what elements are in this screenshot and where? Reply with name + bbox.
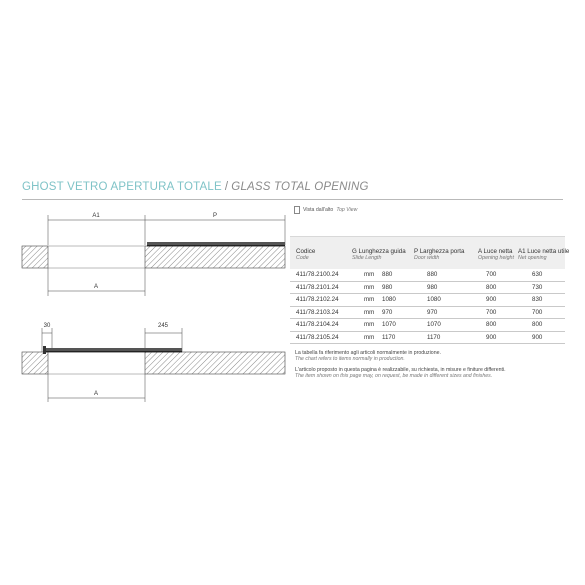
cell-opening-height: 700 (486, 308, 497, 316)
cell-slide-length: 1080 (382, 296, 396, 303)
cell-door-width: 1170 (427, 333, 441, 341)
cell-slide-length: 880 (382, 271, 393, 278)
cell-door-width: 980 (427, 283, 438, 291)
table-row (290, 294, 565, 307)
glass-door-open (44, 348, 182, 351)
cell-door-width: 1080 (427, 296, 441, 303)
cell-opening-height: 700 (486, 271, 497, 278)
note-1-english: The chart refers to items normally in production. (295, 356, 405, 363)
title-italian: GHOST VETRO APERTURA TOTALE (22, 181, 222, 193)
cell-net-opening: 830 (532, 296, 543, 303)
table-row (290, 282, 565, 295)
cell-code: 411/78.2103.24 (296, 308, 339, 316)
cell-door-width: 880 (427, 271, 438, 278)
cell-door-width: 970 (427, 308, 438, 316)
wall-right-2 (145, 352, 285, 374)
cell-opening-height: 800 (486, 321, 497, 328)
note-2-italian: L'articolo proposto in questa pagina è realizzabile, su richiesta, in misure e finiture differenti. (295, 366, 506, 373)
glass-door-panel (147, 242, 285, 245)
table-row (290, 319, 565, 332)
dim-label-245: 245 (157, 323, 169, 329)
top-view-english: Top View (336, 207, 358, 213)
header-net-opening: A1 Luce netta utile Net opening (518, 248, 570, 261)
cell-unit: mm (364, 283, 375, 291)
cell-unit: mm (364, 321, 375, 328)
cell-slide-length: 1170 (382, 333, 396, 341)
cell-net-opening: 730 (532, 283, 543, 291)
header-door-width: P Larghezza porta Door width (414, 248, 465, 261)
header-opening-height: A Luce netta Opening height (478, 248, 514, 261)
wall-left (22, 246, 48, 268)
cell-unit: mm (364, 271, 375, 278)
cell-code: 411/78.2102.24 (296, 296, 339, 303)
title-separator: / (224, 181, 229, 193)
cell-code: 411/78.2100.24 (296, 271, 339, 278)
cell-net-opening: 800 (532, 321, 543, 328)
cell-slide-length: 1070 (382, 321, 396, 328)
dim-label-a1: A1 (92, 213, 100, 219)
dim-label-30: 30 (43, 323, 51, 329)
note-2-english: The item shown on this page may, on request, be made in different sizes and finishes. (295, 372, 493, 379)
table-notes (295, 350, 565, 379)
drawing-top-view-2 (22, 323, 285, 402)
cell-net-opening: 700 (532, 308, 543, 316)
table-row (290, 307, 565, 320)
header-slide-length: G Lunghezza guida Slide Length (352, 248, 406, 261)
title-english: GLASS TOTAL OPENING (231, 181, 369, 193)
cell-code: 411/78.2101.24 (296, 283, 339, 291)
cell-code: 411/78.2105.24 (296, 333, 339, 341)
dim-label-a: A (93, 284, 99, 290)
cell-slide-length: 970 (382, 308, 393, 316)
cell-slide-length: 980 (382, 283, 393, 291)
cell-net-opening: 900 (532, 333, 543, 341)
header-code: Codice Code (296, 248, 316, 261)
table-row (290, 269, 565, 282)
dim-label-p: P (212, 213, 218, 219)
table-header (290, 236, 570, 269)
wall-left-2 (22, 352, 48, 374)
cell-code: 411/78.2104.24 (296, 321, 339, 328)
cell-unit: mm (364, 333, 375, 341)
cell-opening-height: 900 (486, 296, 497, 303)
cell-opening-height: 800 (486, 283, 497, 291)
cell-net-opening: 630 (532, 271, 543, 278)
cell-unit: mm (364, 296, 375, 303)
wall-right (145, 246, 285, 268)
top-view-italian: Vista dall'alto (303, 207, 334, 213)
drawing-top-view-1 (22, 213, 285, 296)
table-row (290, 332, 565, 345)
note-1-italian: La tabella fa riferimento agli articoli normalmente in produzione. (295, 350, 441, 356)
dim-label-a-2: A (93, 391, 99, 397)
cell-opening-height: 900 (486, 333, 497, 341)
dimensions-table (290, 236, 570, 344)
cell-unit: mm (364, 308, 375, 316)
cell-door-width: 1070 (427, 321, 441, 328)
